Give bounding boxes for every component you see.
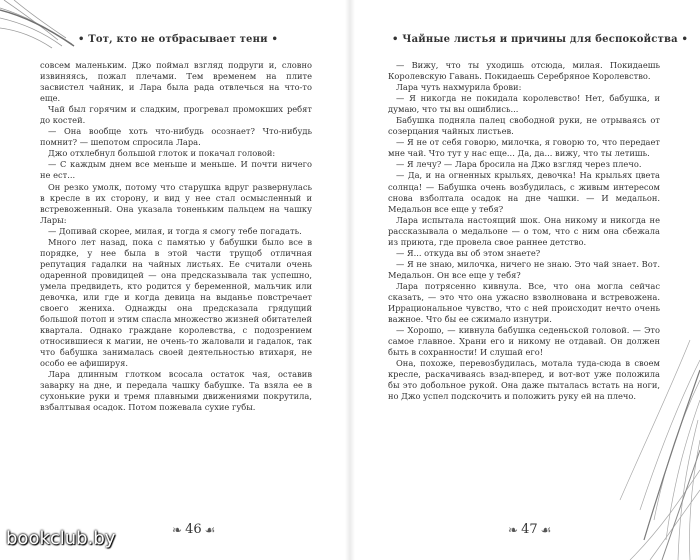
feather-illustration-bottom-right [570, 300, 700, 560]
paragraph: — Она вообще хоть что-нибудь осознает? Что-нибудь помнит? — шепотом спросила Лара. [40, 126, 312, 148]
paragraph: — С каждым днем все меньше и меньше. И почти ничего не ест... [40, 159, 312, 181]
paragraph: Джо отхлебнул большой глоток и покачал головой: [48, 148, 276, 159]
watermark: bookclub.by [6, 528, 116, 549]
running-header-left: • Тот, кто не отбрасывает тени • [78, 34, 279, 45]
folio-ornament-icon: ❧ [508, 522, 519, 537]
paragraph: Лара чуть нахмурила брови: [396, 82, 522, 93]
page-number-right [508, 522, 551, 537]
page-number: 46 [185, 522, 202, 537]
paragraph: — Я не знаю, милочка, ничего не знаю. Это чай знает. Вот. Медальон. Он все еще у тебя? [388, 258, 660, 280]
paragraph: — Я лечу? — Лара бросила на Джо взгляд через плечо. [396, 159, 642, 170]
paragraph: Лара потрясенно кивнула. Все, что она могла сейчас сказать, — это что она ужасно взволнована и встревожена. Иррациональное чувство, что с ней происходит нечто очень важное. Что бы ее сжимало изнутри. [388, 280, 660, 325]
paragraph: Чай был горячим и сладким, прогревал промокших ребят до костей. [40, 104, 312, 126]
paragraph: — Хорошо, — кивнула бабушка седеньской головой. — Это самое главное. Храни его и никому не отдавай. Он должен быть в сохранности! И слушай его! [388, 325, 660, 358]
paragraph: Лара длинным глотком всосала остаток чая, оставив заварку на дне, и передала чашку бабушке. Та взяла ее в сухонькие руки и тремя плавными движениями покрутила, взбалтывая осадок. Потом пожевала сухие губы. [40, 369, 312, 413]
paragraph: Лара испытала настоящий шок. Она никому и никогда не рассказывала о медальоне — о том, что с ним она сбежала из приюта, где провела свое раннее детство. [388, 214, 660, 247]
paragraph: совсем маленьким. Джо поймал взгляд подруги и, словно извиняясь, пожал плечами. Тем временем на плите засвистел чайник, и Лара была рада отвлечься на что-то еще. [40, 60, 312, 104]
paragraph: Она, похоже, перевозбудилась, мотала туда-сюда в своем кресле, раскачиваясь взад-вперед, и вот-вот уже положила бы это добольное рукой. Она даже пыталась встать на ноги, но Джо успел подскочить и положить руку ей на плечо. [388, 358, 660, 402]
feather-illustration-top-left [0, 0, 80, 55]
folio-ornament-icon: ☙ [204, 522, 216, 537]
folio-ornament-icon: ☙ [540, 522, 552, 537]
page-number: 47 [521, 522, 538, 537]
right-page [350, 0, 700, 560]
paragraph: Бабушка подняла палец свободной руки, не отрываясь от созерцания чайных листьев. [388, 115, 660, 137]
folio-ornament-icon: ❧ [172, 522, 183, 537]
page-number-left [172, 522, 215, 537]
paragraph: — Я... откуда вы об этом знаете? [396, 247, 541, 258]
paragraph: — Да, и на огненных крыльях, девочка! На крыльях цвета солнца! — Бабушка очень возбудилась, с живым интересом снова взболтала осадок на дне чашки. — И медальон. Медальон все еще у тебя? [388, 170, 660, 214]
paragraph: Он резко умолк, потому что старушка вдруг развернулась в кресле в их сторону, и вид у нее стал осмысленный и встревоженный. Она указала тоненьким пальцем на чашку Лары: [40, 181, 312, 225]
running-header-right: • Чайные листья и причины для беспокойства • [392, 34, 689, 45]
paragraph: — Я не от себя говорю, милочка, я говорю то, что передает мне чай. Что тут у нас еще... Да, да... вижу, что ты летишь. [388, 137, 660, 159]
paragraph: — Допивай скорее, милая, и тогда я смогу тебе погадать. [48, 225, 302, 236]
left-page-text [40, 60, 312, 414]
paragraph: Много лет назад, пока с памятью у бабушки было все в порядке, у нее была в этой части трущоб отличная репутация гадалки на чайных листьях. Ее считали очень одаренной провидицей — она предсказывала так успешно, умела предвидеть, кто родится у беременной, мальчик или девочка, или где и когда девица на выданье повстречает своего жениха. Однажды она предсказала грядущий большой потоп и этим спасла множество жизней обитателей квартала. Однако граждане королевства, с подозрением относившиеся к магии, не очень-то жаловали и гадалок, так что бабушка занималась своей деятельностью втихаря, не особо ее афишируя. [40, 236, 312, 369]
paragraph: — Я никогда не покидала королевство! Нет, бабушка, и думаю, что ты вы ошиблись... [388, 93, 660, 115]
paragraph: — Вижу, что ты уходишь отсюда, милая. Покидаешь Королевскую Гавань. Покидаешь Серебряное Королевство. [388, 60, 660, 82]
